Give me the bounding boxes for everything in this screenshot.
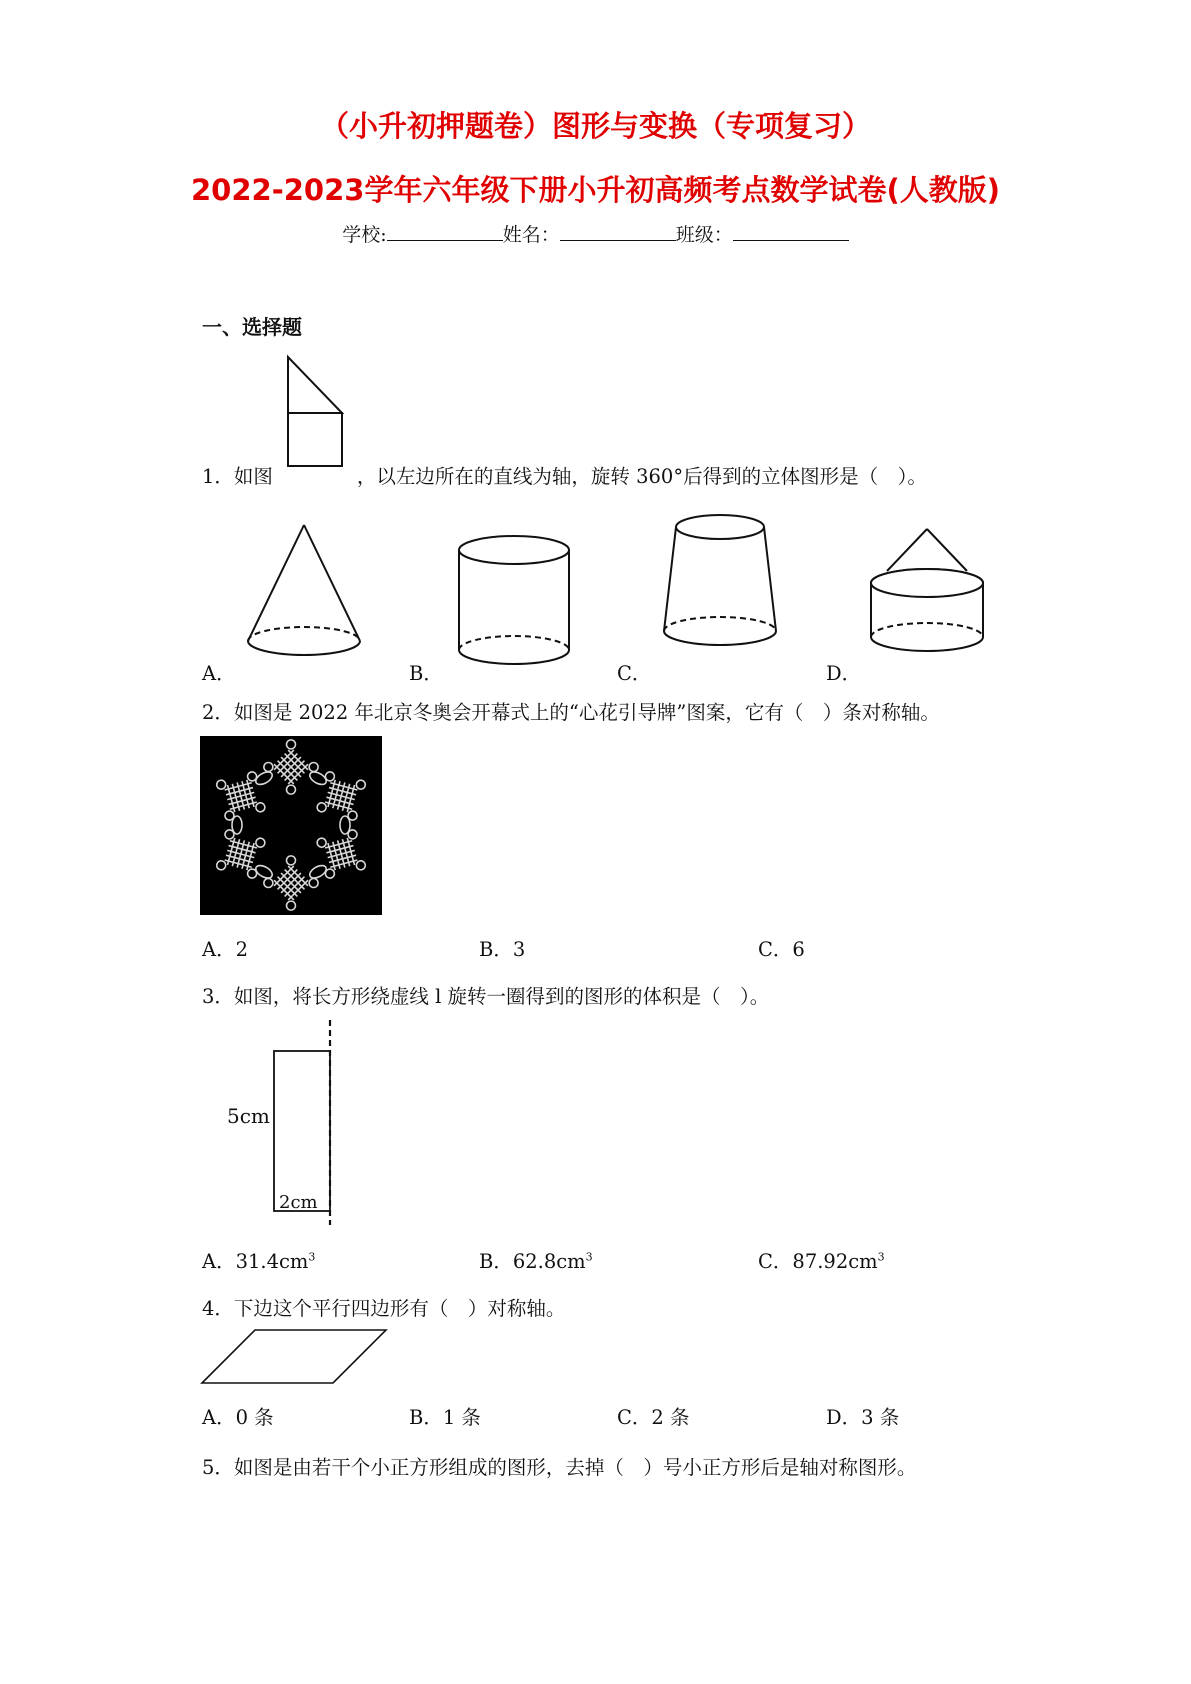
heart-flower-knot-image: [200, 736, 382, 915]
q1-option-b[interactable]: B．: [409, 662, 443, 685]
question-4: 4．下边这个平行四边形有（ ）对称轴。: [202, 1297, 566, 1320]
frustum-figure: [660, 513, 780, 653]
height-label: 5cm: [227, 1104, 270, 1128]
q3-option-c[interactable]: C．$87.92cm^3$: [758, 1250, 885, 1273]
school-label: 学校:: [342, 224, 387, 246]
cone-figure: [244, 523, 364, 663]
name-label: 姓名：: [502, 224, 560, 246]
question-3: 3．如图，将长方形绕虚线 l 旋转一圈得到的图形的体积是（ ）。: [202, 985, 770, 1008]
school-blank[interactable]: [387, 224, 503, 241]
q3-option-a[interactable]: A．$31.4cm^3$: [202, 1250, 316, 1273]
q2-option-c[interactable]: C．6: [758, 938, 805, 961]
q1-option-a[interactable]: A．: [202, 662, 236, 685]
q2-option-a[interactable]: A．2: [202, 938, 248, 961]
title-line-1: （小升初押题卷）图形与变换（专项复习）: [319, 109, 871, 143]
student-info: [0, 220, 1191, 247]
q4-option-d[interactable]: D．3 条: [826, 1406, 900, 1429]
name-blank[interactable]: [560, 224, 676, 241]
width-label: 2cm: [279, 1192, 318, 1213]
parallelogram-figure: [200, 1328, 390, 1388]
class-blank[interactable]: [733, 224, 849, 241]
question-1: [202, 461, 927, 489]
q1-option-c[interactable]: C．: [617, 662, 652, 685]
class-label: 班级：: [675, 224, 733, 246]
section-title: 一、选择题: [202, 315, 302, 339]
title-line-2: 2022-2023学年六年级下册小升初高频考点数学试卷(人教版): [191, 173, 1000, 207]
q3-option-b[interactable]: B．$62.8cm^3$: [479, 1250, 593, 1273]
q4-option-a[interactable]: A．0 条: [202, 1406, 274, 1429]
q4-option-b[interactable]: B．1 条: [409, 1406, 481, 1429]
question-5: 5．如图是由若干个小正方形组成的图形，去掉（ ）号小正方形后是轴对称图形。: [202, 1456, 917, 1479]
q1-prefix: 1．如图: [202, 465, 273, 488]
cone-cylinder-figure: [867, 527, 987, 667]
question-2: 2．如图是 2022 年北京冬奥会开幕式上的“心花引导牌”图案，它有（ ）条对称轴。: [202, 701, 940, 724]
q1-figure: [285, 355, 345, 470]
q4-option-c[interactable]: C．2 条: [617, 1406, 690, 1429]
q2-option-b[interactable]: B．3: [479, 938, 526, 961]
cylinder-figure: [455, 534, 575, 674]
q1-option-d[interactable]: D．: [826, 662, 862, 685]
q1-text: ，以左边所在的直线为轴，旋转 360°后得到的立体图形是（ ）。: [356, 465, 927, 488]
